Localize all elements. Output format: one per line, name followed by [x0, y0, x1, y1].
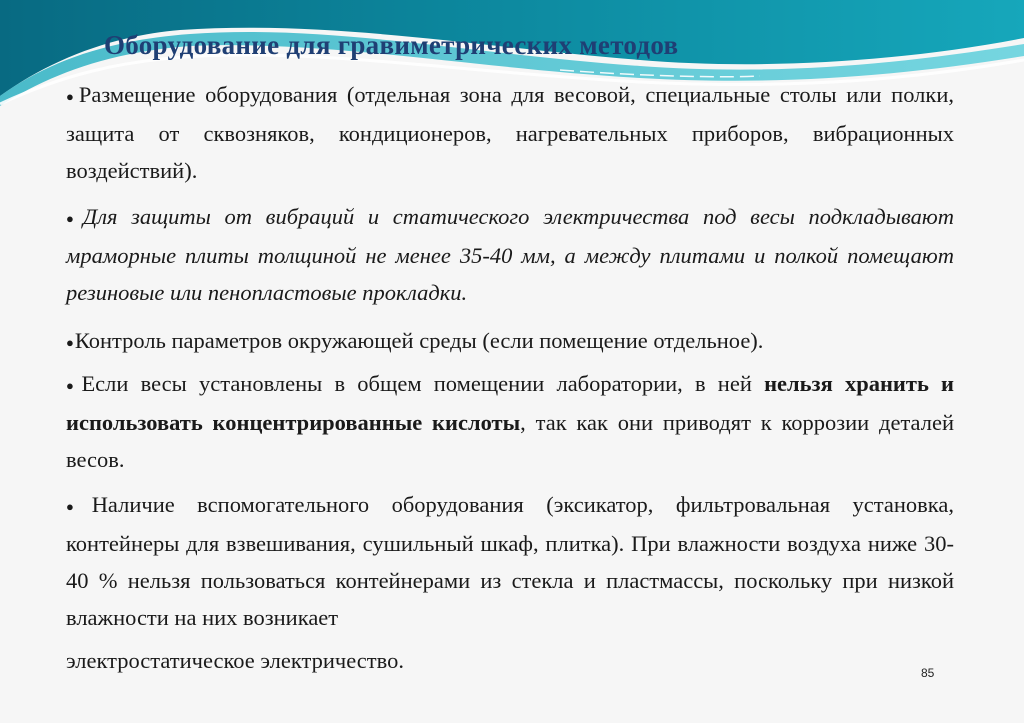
paragraph-text: Контроль параметров окружающей среды (если помещение отдельное).: [74, 328, 764, 353]
bullet-icon: ●: [66, 211, 82, 226]
paragraph-text: Размещение оборудования (отдельная зона для весовой, специальные столы или полки, защита от сквозняков, кондиционеров, нагревательных приборов, вибрационных воздействий).: [66, 82, 954, 183]
bullet-icon: ●: [66, 378, 81, 393]
bullet-icon: ●: [66, 89, 78, 104]
paragraph-text: Если весы установлены в общем помещении лаборатории, в ней: [81, 371, 765, 396]
paragraph-text: Наличие вспомогательного оборудования (эксикатор, фильтровальная установка, контейнеры для взвешивания, сушильный шкаф, плитка). При влажности воздуха ниже 30-40 % нельзя пользоваться контейнерами из стекла и пластмассы, поскольку при низкой влажности на них возникает: [66, 492, 955, 630]
paragraph-auxiliary-equipment: [66, 486, 954, 679]
paragraph-vibration-protection: [66, 198, 954, 311]
paragraph-bold-text: нельзя хранить и использовать концентрированные кислоты: [66, 371, 954, 435]
paragraph-placement: [66, 76, 954, 189]
bullet-icon: ●: [66, 499, 91, 514]
paragraph-text-last-line: электростатическое электричество.: [66, 648, 404, 673]
paragraph-environment-control: [66, 322, 954, 361]
bullet-icon: ●: [66, 335, 74, 350]
paragraph-text-end: , так как они приводят к коррозии деталей весов.: [66, 410, 954, 472]
paragraph-text: Для защиты от вибраций и статического электричества под весы подкладывают мраморные плиты толщиной не менее 35-40 мм, а между плитами и полкой помещают резиновые или пенопластовые прокладки.: [66, 204, 954, 305]
page-number: 85: [921, 666, 935, 680]
paragraph-acid-warning: [66, 365, 954, 478]
slide-title: Оборудование для гравиметрических методов: [104, 30, 679, 60]
